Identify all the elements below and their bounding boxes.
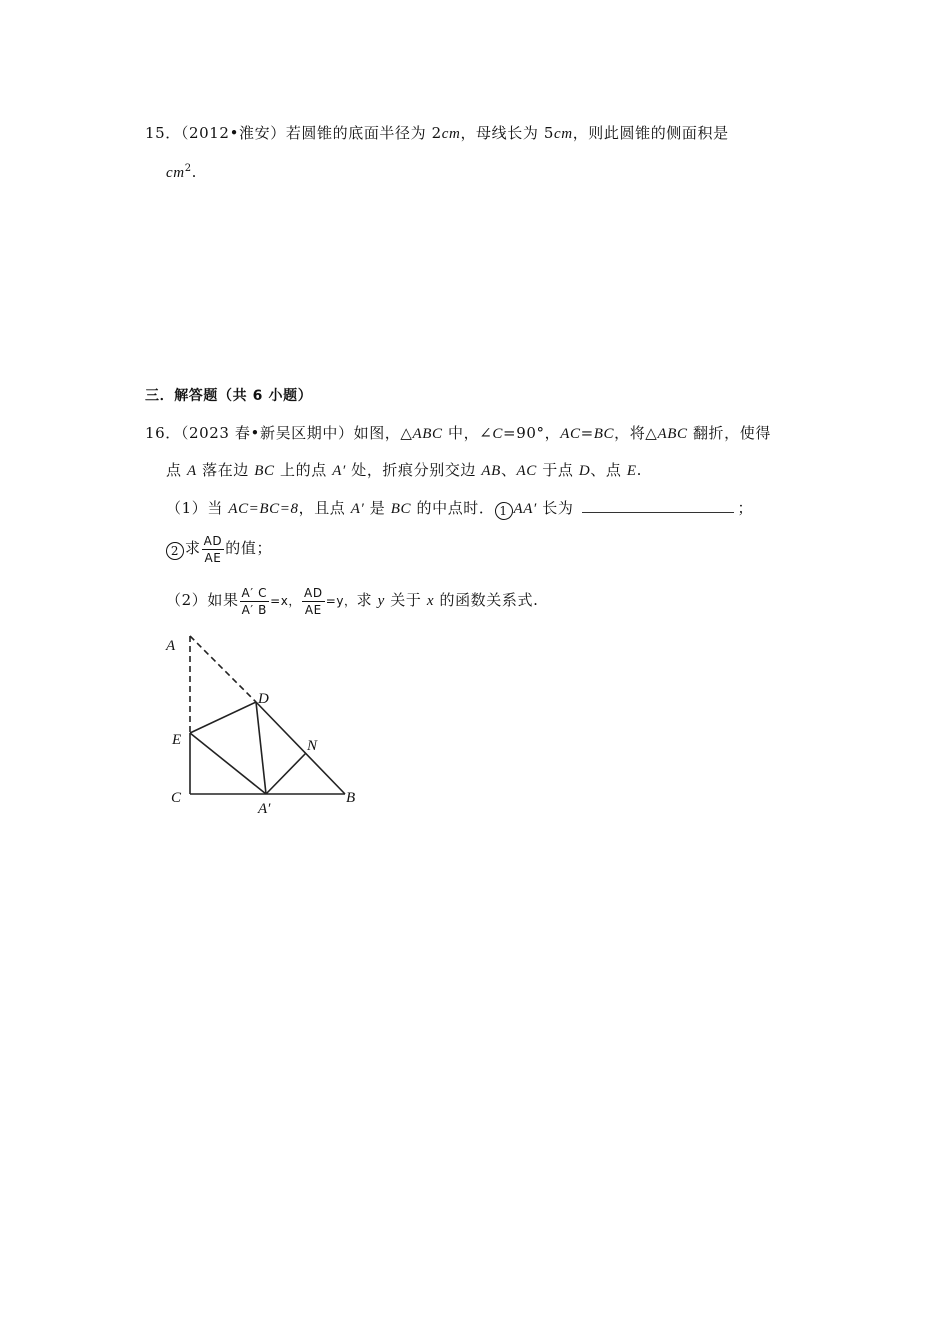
fraction-apc-apb: $\frac{A' C}{A' B}$: [241, 585, 268, 617]
edge-ea-prime: [190, 733, 266, 794]
question-16-part-1-sub-2: 2 求 $\frac{AD}{AE}$ 的值；: [166, 532, 272, 566]
fraction-ad-ae: $\frac{AD}{AE}$: [203, 533, 223, 565]
question-16-part-2: （2）如果 $\frac{A' C}{A' B}$ =x， $\frac{AD}{AE}$ =y，求 y 关于 x 的函数关系式.: [166, 585, 539, 617]
label-n: N: [307, 738, 318, 754]
label-a-prime: A′: [258, 801, 271, 817]
question-15-line-1: 15．（2012•淮安）若圆锥的底面半径为 2cm，母线长为 5cm，则此圆锥的侧面积是: [145, 124, 729, 142]
question-16-line-2: 点 A 落在边 BC 上的点 A′ 处，折痕分别交边 AB、AC 于点 D、点 E.: [166, 461, 643, 479]
question-source: （2012•淮安）: [180, 124, 286, 142]
section-heading: 三．解答题（共 6 小题）: [145, 388, 313, 404]
edge-da-prime: [256, 702, 266, 794]
edge-ed: [190, 702, 256, 733]
edge-db: [256, 702, 345, 794]
edge-a-prime-n: [266, 753, 306, 794]
question-16-part-1: （1）当 AC=BC=8，且点 A′ 是 BC 的中点时． 1 AA′ 长为 ；: [166, 499, 754, 518]
label-d: D: [258, 691, 269, 707]
circled-number-1: 1: [495, 502, 513, 520]
label-b: B: [346, 790, 356, 806]
label-c: C: [171, 790, 182, 806]
question-16-line-1: 16．（2023 春•新吴区期中）如图，△ABC 中，∠C=90°，AC=BC，将△ABC 翻折，使得: [145, 424, 771, 442]
question-number: 15．: [145, 124, 181, 142]
label-e: E: [172, 732, 182, 748]
dashed-edge-ad: [190, 636, 256, 702]
label-a: A: [166, 638, 176, 654]
question-15-answer-unit: $cm^2$.: [166, 163, 198, 181]
question-number: 16．: [145, 424, 181, 442]
question-source: （2023 春•新吴区期中）: [180, 424, 354, 442]
fraction-ad-ae: $\frac{AD}{AE}$: [304, 585, 323, 617]
circled-number-2: 2: [166, 542, 184, 560]
